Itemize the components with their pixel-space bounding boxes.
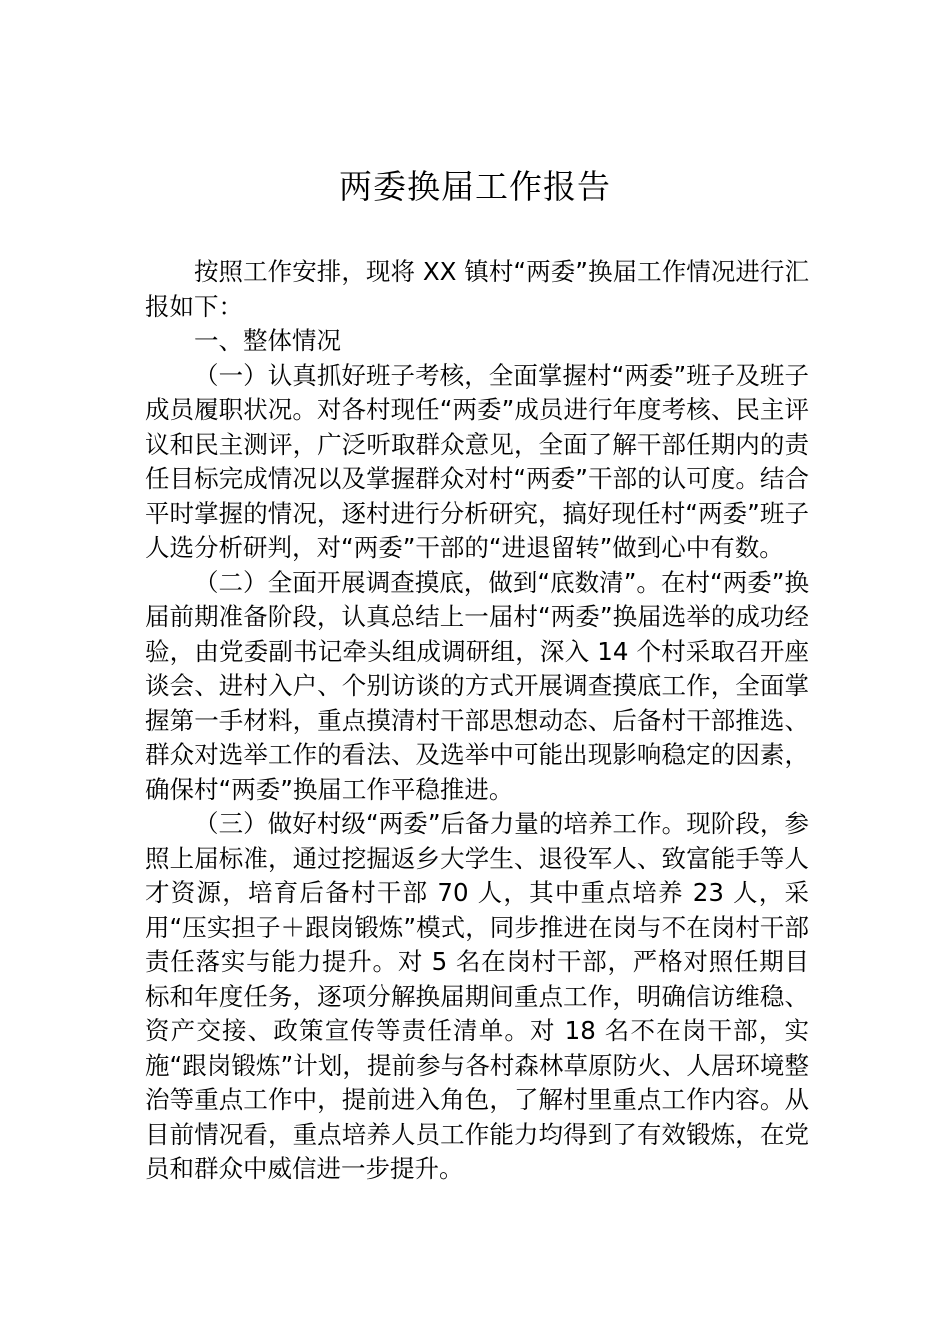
document-body (145, 255, 809, 1187)
body-paragraph-3: （三）做好村级“两委”后备力量的培养工作。现阶段，参照上届标准，通过挖掘返乡大学生、退役军人、致富能手等人才资源，培育后备村干部 70 人，其中重点培养 23 人，采用“压实担子＋跟岗锻炼”模式，同步推进在岗与不在岗村干部责任落实与能力提升。对 5 名在岗村干部，严格对照任期目标和年度任务，逐项分解换届期间重点工作，明确信访维稳、资产交接、政策宣传等责任清单。对 18 名不在岗干部，实施“跟岗锻炼”计划，提前参与各村森林草原防火、人居环境整治等重点工作中，提前进入角色，了解村里重点工作内容。从目前情况看，重点培养人员工作能力均得到了有效锻炼，在党员和群众中威信进一步提升。 (145, 809, 809, 1183)
body-paragraph-2: （二）全面开展调查摸底，做到“底数清”。在村“两委”换届前期准备阶段，认真总结上一届村“两委”换届选举的成功经验，由党委副书记牵头组成调研组，深入 14 个村采取召开座谈会、进村入户、个别访谈的方式开展调查摸底工作，全面掌握第一手材料，重点摸清村干部思想动态、后备村干部推选、群众对选举工作的看法、及选举中可能出现影响稳定的因素，确保村“两委”换届工作平稳推进。 (145, 567, 809, 804)
document-title: 两委换届工作报告 (339, 167, 611, 206)
body-paragraph-1: （一）认真抓好班子考核，全面掌握村“两委”班子及班子成员履职状况。对各村现任“两委”成员进行年度考核、民主评议和民主测评，广泛听取群众意见，全面了解干部任期内的责任目标完成情况以及掌握群众对村“两委”干部的认可度。结合平时掌握的情况，逐村进行分析研究，搞好现任村“两委”班子人选分析研判，对“两委”干部的“进退留转”做到心中有数。 (145, 360, 809, 562)
section-heading: 一、整体情况 (194, 326, 341, 355)
intro-paragraph: 按照工作安排，现将 XX 镇村“两委”换届工作情况进行汇报如下： (145, 257, 809, 321)
